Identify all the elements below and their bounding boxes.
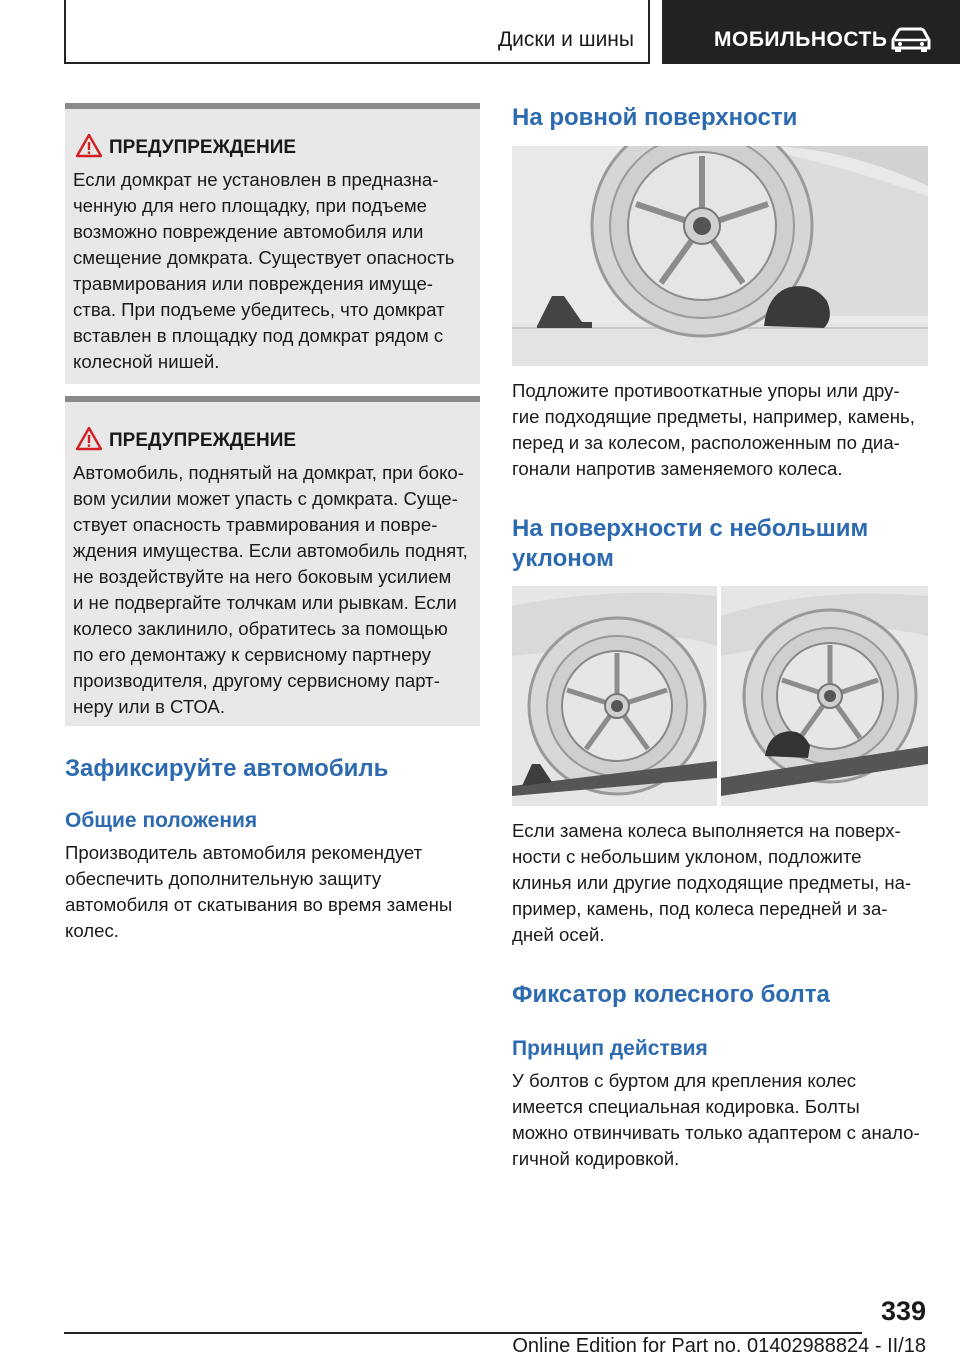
text-line: неру или в СТОА. [73,696,225,717]
text-line: Автомобиль, поднятый на домкрат, при боко- [73,462,464,483]
header-section-box [64,0,650,64]
section-heading: Зафиксируйте автомобиль [65,755,389,782]
text-line: колесной нишей. [73,351,220,372]
text-line: У болтов с буртом для крепления колес [512,1070,857,1091]
warning-text [73,167,478,375]
warning-title: ПРЕДУПРЕЖДЕНИЕ [109,430,297,451]
text-line: колес. [65,920,119,941]
section-heading: Фиксатор колесного болта [512,981,830,1008]
section-subheading: Принцип действия [512,1037,708,1060]
section-text [512,1068,928,1172]
text-line: гие подходящие предметы, например, камень, [512,406,915,427]
text-line: Подложите противооткатные упоры или дру- [512,380,900,401]
warning-triangle-icon [75,133,103,159]
text-line: производителя, другому сервисному парт- [73,670,440,691]
heading-line: уклоном [512,545,614,572]
header-chapter-title: МОБИЛЬНОСТЬ [714,28,888,51]
section-heading [512,514,868,574]
wheel-chock-slope-image [512,586,928,806]
header-chapter-box [662,0,960,64]
warning-box-2 [65,396,480,726]
text-line: ченную для него площадку, при подъеме [73,195,427,216]
text-line: колесо заклинило, обратитесь за помощью [73,618,448,639]
text-line: клинья или другие подходящие предметы, на- [512,872,912,893]
footer-edition: Online Edition for Part no. 01402988824 - II/18 [512,1335,926,1357]
section-text [512,378,928,482]
text-line: имеется специальная кодировка. Болты [512,1096,860,1117]
text-line: автомобиля от скатывания во время замены [65,894,453,915]
text-line: гонали напротив заменяемого колеса. [512,458,843,479]
text-line: ства. При подъеме убедитесь, что домкрат [73,299,445,320]
text-line: вставлен в площадку под домкрат рядом с [73,325,444,346]
text-line: можно отвинчивать только адаптером с анало- [512,1122,920,1143]
warning-box-1 [65,103,480,384]
text-line: травмирования или повреждения имуще- [73,273,433,294]
section-heading: На ровной поверхности [512,104,798,131]
footer-divider [64,1332,862,1334]
section-text [65,840,480,944]
text-line: не воздействуйте на него боковым усилием [73,566,452,587]
text-line: смещение домкрата. Существует опасность [73,247,455,268]
text-line: пример, камень, под колеса передней и за- [512,898,888,919]
warning-text [73,460,478,720]
text-line: ствует опасность травмирования и повре- [73,514,438,535]
page-number: 339 [880,1296,926,1326]
car-icon [889,26,933,54]
text-line: и не подвергайте толчкам или рывкам. Если [73,592,457,613]
text-line: дней осей. [512,924,605,945]
text-line: перед и за колесом, расположенным по диа- [512,432,900,453]
text-line: гичной кодировкой. [512,1148,680,1169]
text-line: Производитель автомобиля рекомендует [65,842,423,863]
section-subheading: Общие положения [65,809,258,832]
text-line: ности с небольшим уклоном, подложите [512,846,862,867]
warning-title: ПРЕДУПРЕЖДЕНИЕ [109,137,297,158]
section-text [512,818,928,948]
wheel-chock-flat-image [512,146,928,366]
text-line: Если замена колеса выполняется на поверх- [512,820,901,841]
text-line: Если домкрат не установлен в предназна- [73,169,439,190]
text-line: ждения имущества. Если автомобиль поднят, [73,540,468,561]
text-line: по его демонтажу к сервисному партнеру [73,644,431,665]
warning-triangle-icon [75,426,103,452]
header-section-title: Диски и шины [497,28,634,51]
text-line: возможно повреждение автомобиля или [73,221,424,242]
heading-line: На поверхности с небольшим [512,515,869,542]
text-line: вом усилии может упасть с домкрата. Суще- [73,488,458,509]
text-line: обеспечить дополнительную защиту [65,868,382,889]
